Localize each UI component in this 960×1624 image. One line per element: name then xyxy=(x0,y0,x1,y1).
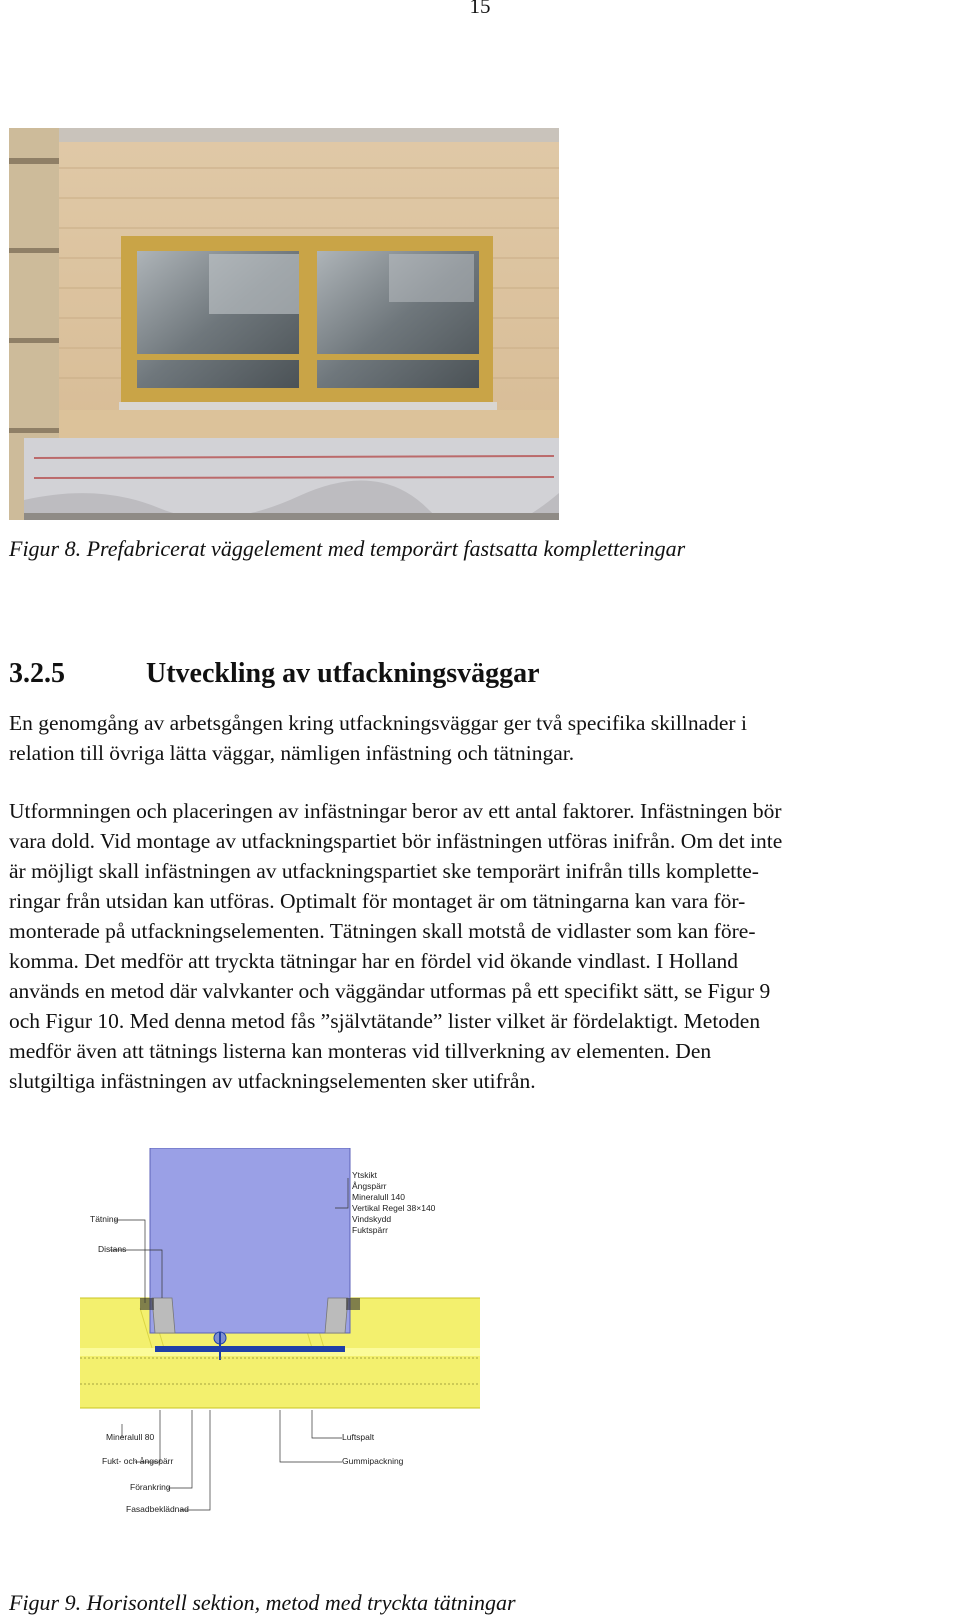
seal xyxy=(346,1298,360,1310)
label-angsparr: Ångspärr xyxy=(352,1181,387,1191)
label-tatning: Tätning xyxy=(90,1214,119,1224)
label-gummipackning: Gummipackning xyxy=(342,1456,404,1466)
label-mineralull80: Mineralull 80 xyxy=(106,1432,155,1442)
paragraph-line: medför även att tätnings listerna kan monteras vid tillverkning av elementen. Den xyxy=(9,1039,712,1063)
seal xyxy=(140,1298,154,1310)
figure9-caption: Figur 9. Horisontell sektion, metod med tryckta tätningar xyxy=(9,1590,516,1615)
paragraph-line: relation till övriga lätta väggar, nämligen infästning och tätningar. xyxy=(9,741,575,765)
paragraph-line: ringar från utsidan kan utföras. Optimalt för montaget är om tätningarna kan vara för- xyxy=(9,889,746,913)
label-ytskikt: Ytskikt xyxy=(352,1170,378,1180)
anchor-plate xyxy=(155,1346,345,1352)
paragraph-2 xyxy=(9,796,782,1096)
label-luftspalt: Luftspalt xyxy=(342,1432,375,1442)
wall-element-photo xyxy=(9,128,559,520)
paragraph-line: och Figur 10. Med denna metod fås ”självtätande” lister vilket är fördelaktigt. Metoden xyxy=(9,1009,761,1033)
section-number: 3.2.5 xyxy=(9,658,65,689)
label-forankring: Förankring xyxy=(130,1482,171,1492)
label-fukt-angsparr: Fukt- och ångspärr xyxy=(102,1456,174,1466)
figure8-caption: Figur 8. Prefabricerat väggelement med temporärt fastsatta kompletteringar xyxy=(9,536,686,561)
paragraph-line: slutgiltiga infästningen av utfackningselementen sker utifrån. xyxy=(9,1069,536,1093)
label-distans: Distans xyxy=(98,1244,127,1254)
label-fasadbekladnad: Fasadbeklädnad xyxy=(126,1504,189,1514)
label-vindskydd: Vindskydd xyxy=(352,1214,392,1224)
paragraph-line: används en metod där valvkanter och väggändar utformas på ett specifikt sätt, se Figur 9 xyxy=(9,979,771,1003)
paragraph-line: En genomgång av arbetsgången kring utfackningsväggar ger två specifika skillnader i xyxy=(9,711,747,735)
wall-element xyxy=(150,1148,350,1333)
label-vertikal-regel: Vertikal Regel 38×140 xyxy=(352,1203,436,1213)
paragraph-line: komma. Det medför att tryckta tätningar har en fördel vid ökande vindlast. I Holland xyxy=(9,949,738,973)
page-number: 15 xyxy=(469,0,491,18)
paragraph-line: vara dold. Vid montage av utfackningspartiet bör infästningen utföras inifrån. Om det inte xyxy=(9,829,783,853)
paragraph-line: monterade på utfackningselementen. Tätningen skall motstå de vidlaster som kan före- xyxy=(9,919,756,943)
section-heading xyxy=(9,658,540,690)
section-title: Utveckling av utfackningsväggar xyxy=(146,658,540,689)
label-fuktsparr: Fuktspärr xyxy=(352,1225,388,1235)
paragraph-line: Utformningen och placeringen av infästningar beror av ett antal faktorer. Infästningen bör xyxy=(9,799,782,823)
label-mineralull140: Mineralull 140 xyxy=(352,1192,405,1202)
horizontal-section-drawing xyxy=(80,1148,480,1578)
paragraph-line: är möjligt skall infästningen av utfackningspartiet ske temporärt inifrån tills komplette- xyxy=(9,859,759,883)
paragraph-1 xyxy=(9,708,747,768)
